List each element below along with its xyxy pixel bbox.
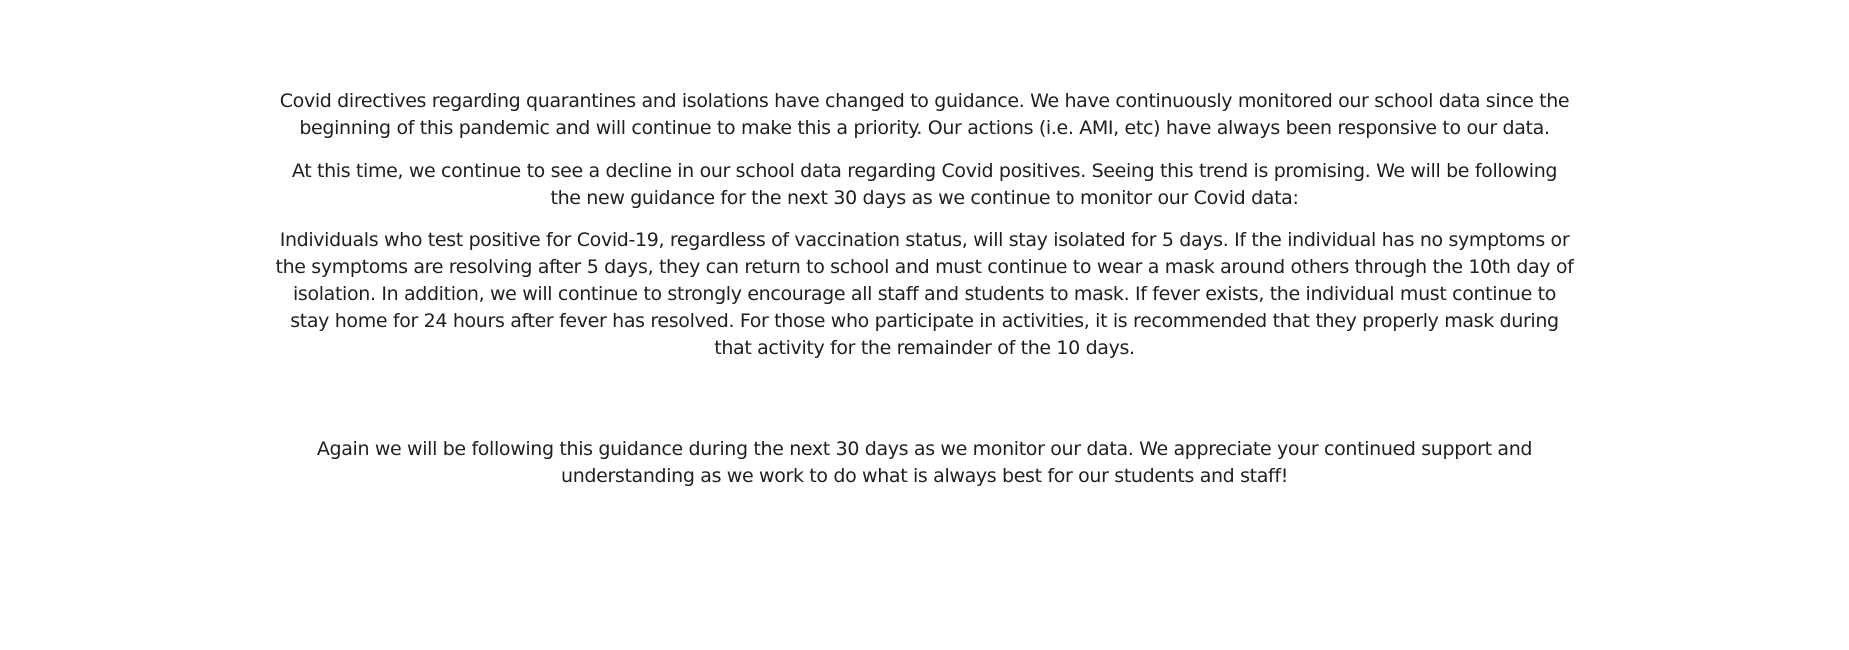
paragraph-decline-trend [180,158,1669,212]
paragraph-isolation-rules [180,227,1669,362]
text-line: At this time, we continue to see a decline in our school data regarding Covid positives. Seeing this trend is promising. We will be following [291,160,1558,182]
text-line: the new guidance for the next 30 days as we continue to monitor our Covid data: [550,187,1299,209]
text-line: stay home for 24 hours after fever has resolved. For those who participate in activities, it is recommended that they properly mask during [290,310,1559,332]
text-line: Covid directives regarding quarantines and isolations have changed to guidance. We have continuously monitored our school data since the [279,90,1570,112]
text-line: understanding as we work to do what is always best for our students and staff! [561,465,1288,487]
paragraph-closing-thanks [180,436,1669,490]
text-line: Individuals who test positive for Covid-19, regardless of vaccination status, will stay isolated for 5 days. If the individual has no symptoms or [279,229,1570,251]
paragraph-guidance-change [180,88,1669,142]
text-line: beginning of this pandemic and will continue to make this a priority. Our actions (i.e. AMI, etc) have always been responsive to our data. [299,117,1550,139]
text-line: the symptoms are resolving after 5 days, they can return to school and must continue to wear a mask around others through the 10th day of [275,256,1574,278]
text-line: that activity for the remainder of the 10 days. [714,337,1135,359]
text-line: Again we will be following this guidance during the next 30 days as we monitor our data. We appreciate your continued support and [316,438,1533,460]
covid-guidance-notice [180,88,1669,490]
text-line: isolation. In addition, we will continue to strongly encourage all staff and students to mask. If fever exists, the individual must continue to [292,283,1556,305]
